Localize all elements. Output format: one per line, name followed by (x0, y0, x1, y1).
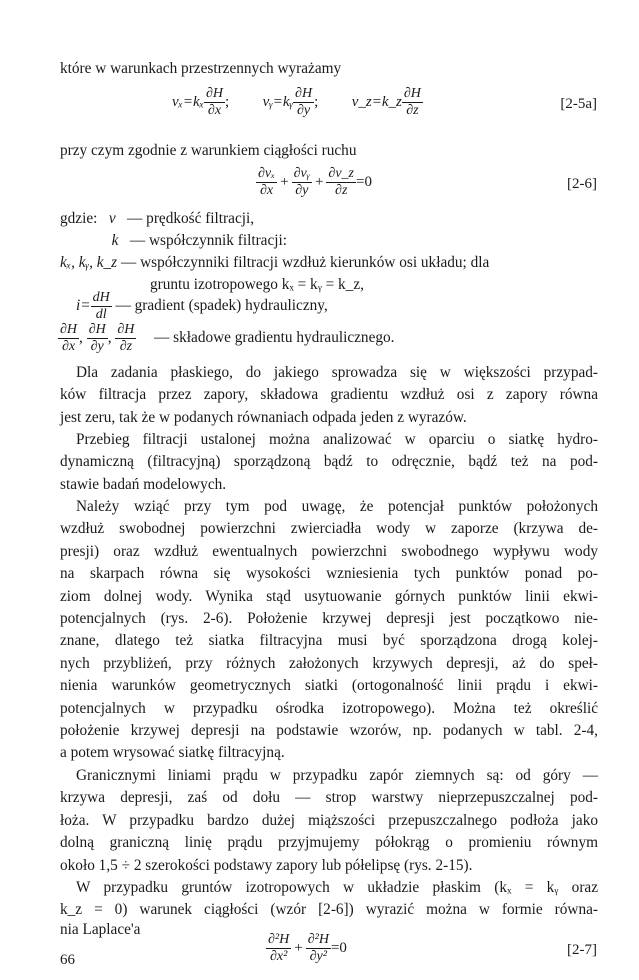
legend-gdzie: gdzie: (60, 210, 98, 227)
frac-num: dH (92, 290, 110, 305)
text-line: nia Laplace'a (60, 921, 141, 938)
text-line: jest zeru, tak że w podanych równaniach odpada jeden z wyrazów. (60, 408, 467, 426)
legend-desc: — składowe gradientu hydraulicznego. (154, 329, 395, 347)
plus-sign: + (280, 173, 289, 190)
eq-sep: ; (225, 93, 230, 110)
text-line: nych przybliżeń, przy różnych założonych krzywych depresji, aż do speł- (60, 654, 598, 672)
eq-rhs: =0 (356, 173, 372, 190)
eq-label-2-7: [2-7] (567, 942, 597, 958)
frac-den: ∂x² (269, 949, 288, 964)
frac-num: ∂H (295, 86, 313, 101)
frac-num: ∂H (205, 86, 223, 101)
frac-den: dl (95, 307, 107, 322)
comma: , (107, 329, 112, 347)
text-line: Przebieg filtracji ustalonej można analizować w oparciu o siatkę hydro- (76, 431, 598, 448)
page-number: 66 (60, 952, 75, 968)
frac-num: ∂²H (307, 932, 329, 947)
eq-vy-lhs: vᵧ=kᵧ (262, 93, 294, 110)
text-line: położenie krzywej depresji na podstawie wzorów, np. podanych w tabl. 2-4, (60, 722, 598, 740)
frac-num: ∂vₓ (258, 166, 276, 181)
frac-dH-dl (91, 290, 112, 323)
text-line: dolną graniczną linię prądu przyjmujemy półokrąg o promieniu równym (60, 834, 598, 852)
text-line: znane, dlatego też siatka filtracyjna musi być sporządzona drogą kolej- (60, 632, 598, 650)
frac-den: ∂y² (309, 949, 327, 964)
frac-num: ∂v_z (328, 166, 355, 181)
frac-num: ∂²H (268, 932, 290, 947)
text-line: nienia warunków geometrycznych siatki (ortogonalność linii prądu i ekwi- (60, 677, 598, 695)
frac-dvy-dy (292, 166, 312, 199)
eq-vz-lhs: v_z=k_z (351, 93, 402, 110)
frac-den: ∂y (296, 103, 311, 118)
paragraph-laplace (60, 877, 598, 922)
text-line: dynamiczną (filtracyjną) sporządzoną bądź to odręcznie, bądź też na pod- (60, 453, 598, 471)
legend-symbol: i= (76, 297, 91, 315)
plus-sign: + (294, 939, 303, 956)
continuity-line: przy czym zgodnie z warunkiem ciągłości ruchu (60, 142, 357, 159)
legend-row-grad (58, 322, 395, 355)
equation-2-5a (172, 86, 423, 119)
frac-num: ∂H (403, 86, 421, 101)
legend-row-k (104, 232, 287, 250)
legend-row-i (76, 290, 328, 323)
paragraph-potential (60, 496, 598, 765)
frac-grad-z (115, 322, 136, 355)
text-line: Granicznymi liniami prądu w przypadku zapór ziemnych są: od góry — (76, 767, 598, 784)
frac-dH-dx (204, 86, 225, 119)
frac-num: ∂H (88, 322, 106, 337)
text-line: potencjalnych w przypadku ośrodka izotropowego). Można też określić (60, 699, 598, 717)
text-line: Dla zadania płaskiego, do jakiego sprowadza się w większości przypad- (76, 364, 598, 381)
frac-den: ∂x (259, 183, 274, 198)
frac-den: ∂x (61, 339, 76, 354)
eq-label-2-5a: [2-5a] (560, 96, 597, 112)
text-line: presji) oraz wzdłuż ewentualnych powierzchni swobodnego wypływu wody (60, 542, 598, 560)
frac-den: ∂z (406, 103, 419, 118)
frac-den: ∂z (119, 339, 133, 354)
frac-grad-x (58, 322, 79, 355)
frac-num: ∂H (60, 322, 78, 337)
legend-desc: — współczynniki filtracji wzdłuż kierunków osi układu; dla (120, 254, 490, 271)
legend-desc: — gradient (spadek) hydrauliczny, (115, 297, 328, 315)
text-line: wzdłuż swobodnej powierzchni zwierciadła wody w zaporze (krzywa de- (60, 520, 598, 538)
text-line: ziom dolnej wody. Wynika stąd usytuowanie górnych punktów linii ekwi- (60, 587, 598, 605)
legend-row-kxyz-cont: gruntu izotropowego kₓ = kᵧ = k_z, (150, 276, 364, 293)
frac-d2H-dx2 (266, 932, 291, 965)
legend-row-kxyz (60, 254, 489, 272)
text-line: W przypadku gruntów izotropowych w układzie płaskim (kₓ = kᵧ oraz (76, 879, 598, 896)
frac-dvz-dz (326, 166, 356, 199)
frac-num: ∂H (117, 322, 135, 337)
frac-num: ∂vᵧ (293, 166, 310, 181)
text-line: ków filtracja przez zapory, składowa gradientu wzdłuż osi z zapory równa (60, 386, 598, 404)
legend-symbol: v (108, 210, 116, 227)
equation-2-6 (256, 166, 372, 199)
paragraph-boundary-lines (60, 765, 598, 877)
text-line: łoża. W przypadku bardzo dużej miąższości przepuszczalnego podłoża jako (60, 811, 598, 829)
equation-2-7 (266, 932, 347, 965)
frac-dH-dz (402, 86, 423, 119)
eq-vx-lhs: vₓ=kₓ (172, 93, 204, 110)
text-line: Należy wziąć przy tym pod uwagę, że potencjał punktów położonych (76, 498, 598, 515)
plus-sign: + (314, 173, 324, 190)
frac-den: ∂x (207, 103, 222, 118)
paragraph-plane-task (60, 362, 598, 429)
text-line: potencjalnych (rys. 2-6). Położenie krzywej depresji jest początkowo nie- (60, 610, 598, 628)
frac-den: ∂z (335, 183, 348, 198)
legend-row-v (60, 210, 254, 228)
frac-den: ∂y (90, 339, 104, 354)
paragraph-flow-net (60, 429, 598, 496)
legend-desc: — prędkość filtracji, (127, 210, 255, 227)
text-line: około 1,5 ÷ 2 szerokości podstawy zapory lub półelipsę (rys. 2-15). (60, 856, 473, 874)
frac-grad-y (87, 322, 108, 355)
legend-symbol: kₓ, kᵧ, k_z (60, 254, 118, 271)
frac-den: ∂y (295, 183, 309, 198)
frac-dH-dy (293, 86, 314, 119)
legend-symbol: k (111, 232, 119, 249)
text-line: stawie badań modelowych. (60, 475, 227, 493)
laplace-line (60, 921, 140, 939)
text-line: krzywa depresji, zaś od dołu — strop warstwy nieprzepuszczalnej pod- (60, 789, 598, 807)
legend-desc: — współczynnik filtracji: (129, 232, 288, 249)
text-line: a potem wrysować siatkę filtracyjną. (60, 744, 285, 762)
intro-line: które w warunkach przestrzennych wyrażamy (60, 60, 342, 77)
text-line: k_z = 0) warunek ciągłości (wzór [2-6]) wyrazić można w formie równa- (60, 901, 598, 919)
frac-d2H-dy2 (306, 932, 331, 965)
eq-label-2-6: [2-6] (567, 176, 597, 192)
frac-dvx-dx (256, 166, 277, 199)
eq-sep: ; (314, 93, 319, 110)
text-line: na skarpach równa się wysokości wzniesienia tych punktów ponad po- (60, 565, 598, 583)
eq-rhs: =0 (330, 939, 347, 956)
comma: , (79, 329, 83, 347)
